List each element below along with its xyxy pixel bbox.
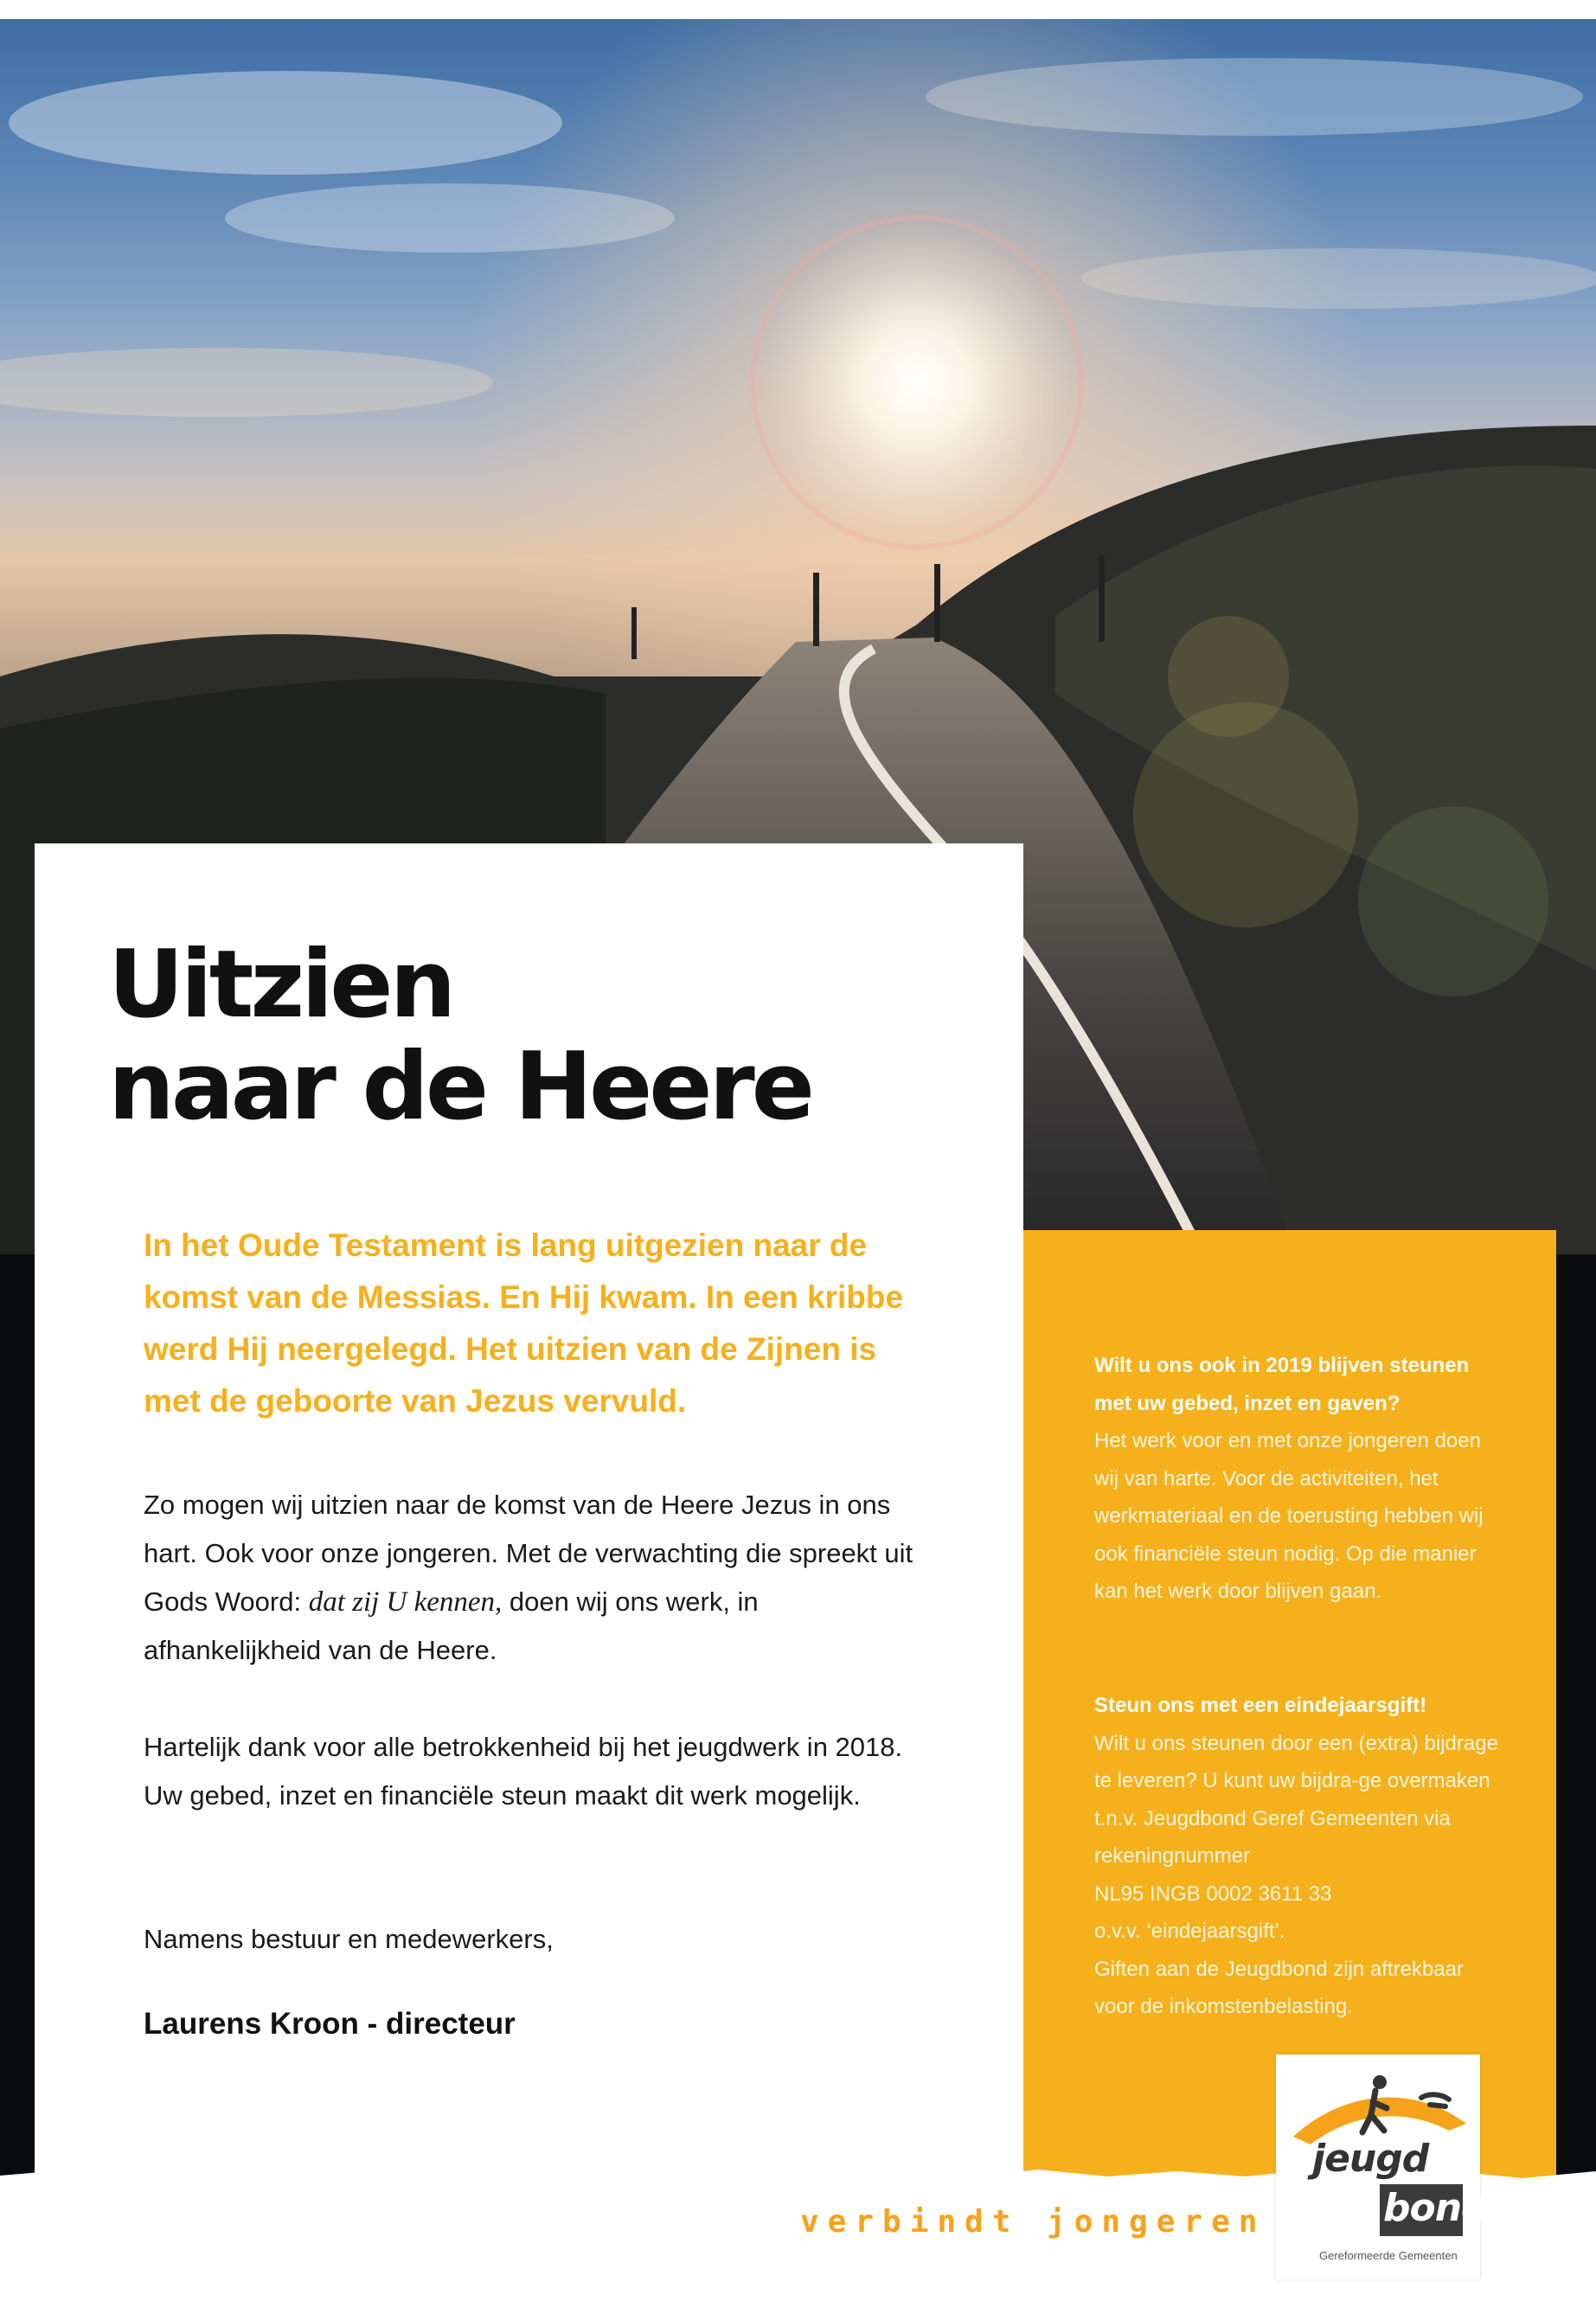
para1-text-1: Zo mogen wij uitzien naar de komst van de Heere Jezus in ons hart. Ook voor onze jongeren. Met de verwachting die spreekt uit Gods Woord: [144,1490,913,1617]
bank-account-number: NL95 INGB 0002 3611 33 [1094,1881,1332,1906]
sidebar-body-1: Het werk voor en met onze jongeren doen wij van harte. Voor de activiteiten, het werkmateriaal en de toerusting hebben wij ook financiële steun nodig. Op die manier kan het werk door blijven gaan. [1094,1429,1484,1603]
scripture-quote: dat zij U kennen, [308,1586,503,1618]
intro-text: In het Oude Testament is lang uitgezien naar de komst van de Messias. En Hij kwam. In een kribbe werd Hij neergelegd. Het uitzien van de Zijnen is met de geboorte van Jezus vervuld. [144,1227,904,1419]
sidebar-heading-2: Steun ons met een eindejaarsgift! [1094,1694,1427,1717]
body-paragraph-1 [144,1481,922,1675]
payment-reference: o.v.v. ‘eindejaarsgift’. [1094,1920,1285,1943]
sidebar-block-2 [1094,1687,1509,2026]
title-line-2: naar de Heere [108,1033,812,1141]
page-title [108,931,973,1141]
jeugdbond-logo [1276,2054,1488,2279]
logo-subtitle: Gereformeerde Gemeenten [1319,2249,1458,2262]
logo-word-jeugd: jeugd [1312,2137,1429,2181]
signature: Laurens Kroon - directeur [144,2007,516,2041]
title-line-1: Uitzien [108,931,453,1039]
body-paragraph-2: Hartelijk dank voor alle betrokkenheid bij het jeugdwerk in 2018. Uw gebed, inzet en financiële steun maakt dit werk mogelijk. [144,1732,903,1811]
sidebar-body-2b: Giften aan de Jeugdbond zijn aftrekbaar voor de inkomstenbelasting. [1094,1957,1464,2018]
logo-word-bond: bond [1383,2186,1488,2230]
sidebar-heading-1: Wilt u ons ook in 2019 blijven steunen met uw gebed, inzet en gaven? [1094,1354,1470,1415]
para1-text-2: doen wij ons werk, in afhankelijkheid van de Heere. [144,1586,759,1665]
sidebar-body-2a: Wilt u ons steunen door een (extra) bijdrage te leveren? U kunt uw bijdra-ge overmaken t.n.v. Jeugdbond Geref Gemeenten via rekeningnummer [1094,1731,1498,1868]
sidebar-block-1 [1094,1347,1509,1611]
tagline: verbindt jongeren [800,2204,1266,2240]
body-paragraph-3: Namens bestuur en medewerkers, [144,1924,554,1954]
